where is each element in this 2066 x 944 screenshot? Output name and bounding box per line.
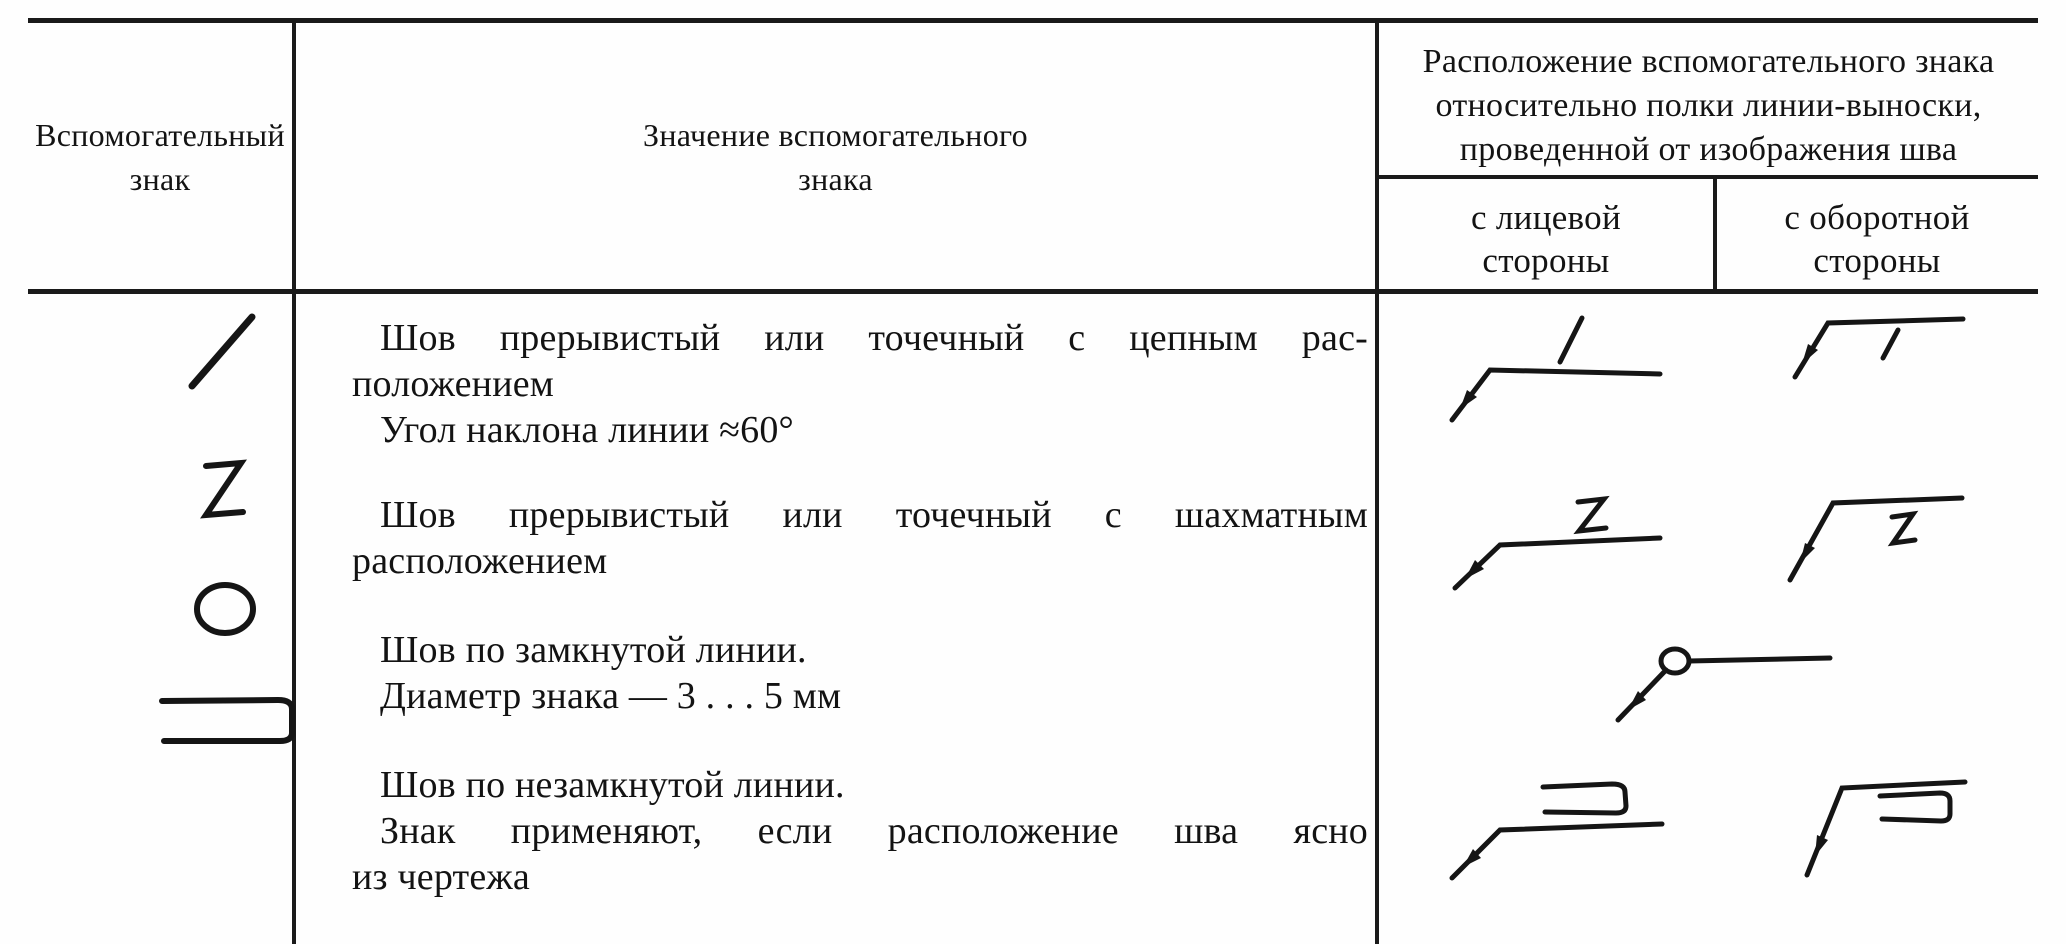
row3-center-drawing [1618,649,1830,720]
slash-60deg-icon [192,317,252,386]
row1-meaning-line1: Шов прерывистый или точечный с цепным рас- [380,317,1368,359]
header-face-side [1379,196,1713,282]
header-location-group [1379,40,2038,172]
row2-meaning-line2: расположением [352,540,608,582]
row3-meaning-line1: Шов по замкнутой линии. [380,629,807,671]
row4-meaning-line2: Знак применяют, если расположение шва ясно [380,810,1368,852]
header-reverse-side [1717,196,2037,282]
open-line-bracket-icon [162,700,292,741]
row2-face-drawing [1455,499,1660,588]
header-location-line2: относительно полки линии-выноски, [1435,87,1982,124]
header-meaning-line2: знака [798,161,873,197]
header-reverse-line2: стороны [1813,241,1941,280]
location-group-underline [1375,175,2038,179]
row1-face-drawing [1452,318,1660,420]
header-meaning-column [296,113,1375,201]
row4-meaning-cell [352,762,1368,900]
row1-meaning-line3: Угол наклона линии ≈60° [380,409,794,451]
circle-closed-line-icon [197,585,253,633]
header-location-line1: Расположение вспомогательного знака [1422,43,1995,80]
row4-meaning-line3: из чертежа [352,856,530,898]
row4-reverse-drawing [1807,782,1965,875]
row1-reverse-drawing [1795,319,1963,377]
header-location-line3: проведенной от изображения шва [1459,131,1958,168]
row3-meaning-cell [352,627,1368,719]
header-face-line2: стороны [1482,241,1610,280]
row2-reverse-drawing [1790,498,1962,580]
row1-meaning-line2: положением [352,363,555,405]
row3-meaning-line2: Диаметр знака — 3 . . . 5 мм [380,675,842,717]
header-symbol-line1: Вспомогательный [35,117,285,153]
row1-meaning-cell [352,315,1368,453]
header-symbol-line2: знак [129,161,191,197]
row4-meaning-line1: Шов по незамкнутой линии. [380,764,845,806]
row2-meaning-line1: Шов прерывистый или точечный с шахматным [380,494,1368,536]
header-reverse-line1: с оборотной [1784,198,1970,237]
row4-face-drawing [1452,784,1662,878]
header-meaning-line1: Значение вспомогательного [643,117,1028,153]
table-header-bottom-rule [28,289,2038,294]
header-symbol-column [28,113,292,201]
header-face-line1: с лицевой [1471,198,1621,237]
z-staggered-icon [206,463,243,515]
table-border-top [28,18,2038,23]
row2-meaning-cell [352,492,1368,584]
